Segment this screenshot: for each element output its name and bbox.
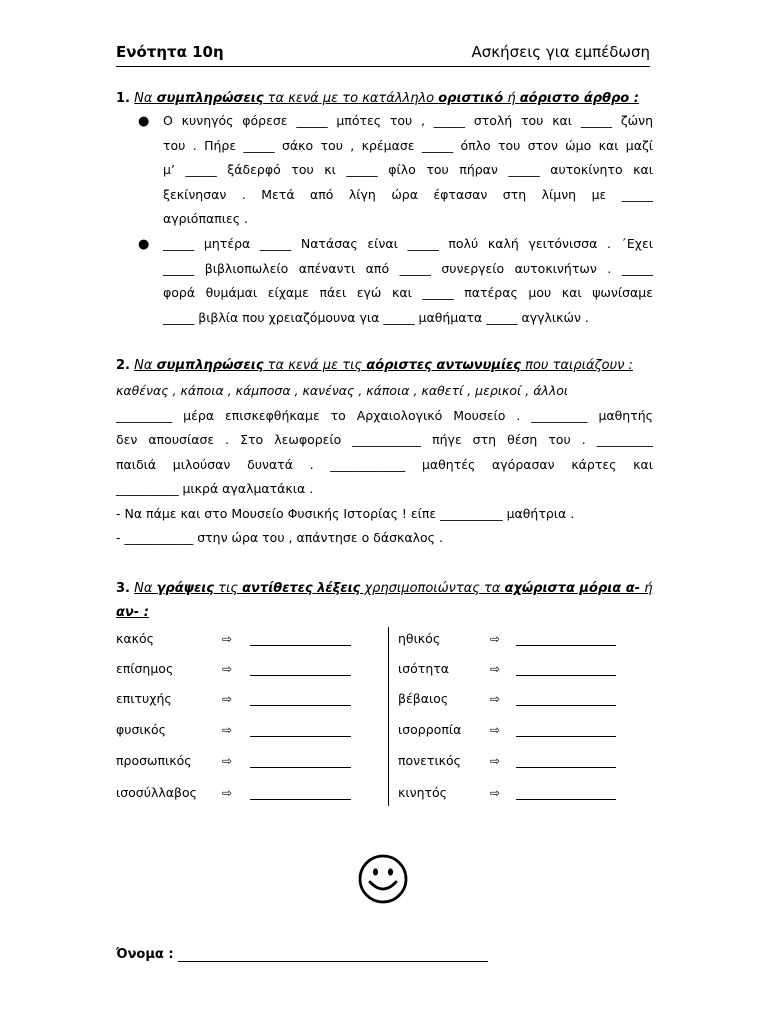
word: βέβαιος: [398, 691, 449, 706]
exercise-2-line: _________ μέρα επισκεφθήκαμε το Αρχαιολογικό Μουσείο . _________ μαθητής: [116, 407, 653, 423]
instruction-segment: Να: [134, 358, 157, 373]
instruction-segment: τα κενά με τις: [263, 358, 367, 373]
word-row: [116, 722, 351, 742]
instruction-segment: χρησιμοποιώντας τα: [360, 581, 505, 596]
instruction-segment: Να: [134, 581, 157, 596]
smiley-face-icon: [357, 853, 409, 905]
paragraph-line: _____ μητέρα _____ Νατάσας είναι _____ πολύ καλή γειτόνισσα . ΄Εχει: [163, 236, 653, 251]
instruction-segment: αόριστες αντωνυμίες: [366, 358, 521, 373]
word: επιτυχής: [116, 691, 172, 706]
dialog-line-1: - Να πάμε και στο Μουσείο Φυσικής Ιστορίας ! είπε __________ μαθήτρια .: [116, 505, 575, 521]
instruction-segment: αχώριστα μόρια α-: [504, 581, 641, 596]
instruction-segment: συμπληρώσεις: [156, 91, 264, 106]
word: ηθικός: [398, 631, 441, 646]
paragraph-line: φορά θυμάμαι είχαμε πάει εγώ και _____ πατέρας μου και ψωνίσαμε: [163, 285, 653, 300]
instruction-segment: τα κενά με το κατάλληλο: [263, 91, 439, 106]
instruction-segment: Να: [134, 91, 157, 106]
word-row: [398, 753, 616, 773]
word-row: [116, 661, 351, 681]
word: ισοσύλλαβος: [116, 785, 197, 800]
answer-blank[interactable]: [250, 705, 351, 706]
arrow-right-icon: ⇨: [222, 692, 233, 706]
dialog-line-2: - ___________ στην ώρα του , απάντησε ο δάσκαλος .: [116, 530, 443, 545]
answer-blank[interactable]: [516, 675, 616, 676]
answer-blank[interactable]: [250, 736, 351, 737]
word-row: [116, 785, 351, 805]
paragraph-line: Ο κυνηγός φόρεσε _____ μπότες του , _____ στολή του και _____ ζώνη: [163, 113, 653, 128]
exercise-2-instruction: [116, 358, 633, 373]
word: ισορροπία: [398, 722, 462, 737]
instruction-segment: γράψεις: [156, 581, 214, 596]
bullet-1: ●: [138, 114, 150, 129]
exercise-2-line: __________ μικρά αγαλματάκια .: [116, 481, 314, 496]
word: πονετικός: [398, 753, 462, 768]
answer-blank[interactable]: [250, 645, 351, 646]
word-row: [116, 631, 351, 651]
arrow-right-icon: ⇨: [222, 632, 233, 646]
word-row: [398, 661, 616, 681]
arrow-right-icon: ⇨: [490, 723, 501, 737]
answer-blank[interactable]: [516, 767, 616, 768]
exercise-1-paragraph-1: [163, 109, 653, 232]
word: φυσικός: [116, 722, 166, 737]
arrow-right-icon: ⇨: [490, 786, 501, 800]
pronoun-choices: καθένας , κάποια , κάμποσα , κανένας , κάποια , καθετί , μερικοί , άλλοι: [116, 383, 569, 398]
instruction-segment: αόριστο άρθρο :: [519, 91, 639, 106]
instruction-segment: ή: [640, 581, 653, 596]
exercise-1-paragraph-2: [163, 232, 653, 330]
paragraph-line: του . Πήρε _____ σάκο του , κρέμασε _____ όπλο του στον ώμο και μαζί: [163, 137, 653, 153]
word: ισότητα: [398, 661, 450, 676]
exercise-1-number: 1.: [116, 91, 130, 106]
header-rule: [116, 66, 650, 67]
word: κινητός: [398, 785, 448, 800]
word: προσωπικός: [116, 753, 192, 768]
paragraph-line: _____ βιβλιοπωλείο απέναντι από _____ συνεργείο αυτοκινήτων . _____: [163, 260, 653, 276]
instruction-segment: συμπληρώσεις: [156, 358, 264, 373]
unit-title: Ενότητα 10η: [116, 43, 224, 61]
exercise-2-body: [116, 379, 653, 551]
exercise-2-number: 2.: [116, 358, 130, 373]
answer-blank[interactable]: [516, 645, 616, 646]
word-row: [398, 691, 616, 711]
instruction-segment: αντίθετες λέξεις: [242, 581, 361, 596]
arrow-right-icon: ⇨: [490, 692, 501, 706]
exercise-3-instruction-cont: αν- :: [116, 605, 149, 620]
answer-blank[interactable]: [250, 799, 351, 800]
word-row: [116, 753, 351, 773]
answer-blank[interactable]: [516, 736, 616, 737]
instruction-segment: οριστικό: [438, 91, 504, 106]
instruction-segment: ή: [503, 91, 520, 106]
exercise-2-line: παιδιά μιλούσαν δυνατά . ____________ μαθητές αγόρασαν κάρτες και: [116, 456, 653, 472]
paragraph-line: _____ βιβλία που χρειαζόμουνα για _____ μαθήματα _____ αγγλικών .: [163, 309, 589, 325]
column-divider: [388, 627, 389, 806]
answer-blank[interactable]: [250, 675, 351, 676]
arrow-right-icon: ⇨: [222, 723, 233, 737]
exercise-1-instruction: [116, 91, 639, 106]
arrow-right-icon: ⇨: [490, 754, 501, 768]
exercise-3-number: 3.: [116, 581, 130, 596]
word-row: [398, 631, 616, 651]
answer-blank[interactable]: [516, 705, 616, 706]
arrow-right-icon: ⇨: [490, 632, 501, 646]
instruction-segment: τις: [213, 581, 243, 596]
arrow-right-icon: ⇨: [222, 786, 233, 800]
paragraph-line: αγριόπαπιες .: [163, 211, 249, 226]
word: επίσημος: [116, 661, 174, 676]
arrow-right-icon: ⇨: [222, 754, 233, 768]
answer-blank[interactable]: [516, 799, 616, 800]
exercise-2-line: δεν απουσίασε . Στο λεωφορείο ___________ πήγε στη θέση του . _________: [116, 432, 653, 447]
name-label: Όνομα :: [116, 947, 174, 962]
arrow-right-icon: ⇨: [490, 662, 501, 676]
exercise-3-instruction: [116, 581, 652, 596]
word-row: [116, 691, 351, 711]
bullet-2: ●: [138, 237, 150, 252]
word: κακός: [116, 631, 154, 646]
worksheet-title: Ασκήσεις για εμπέδωση: [471, 43, 650, 61]
answer-blank[interactable]: [250, 767, 351, 768]
word-row: [398, 722, 616, 742]
paragraph-line: μ’ _____ ξάδερφό του κι _____ φίλο του πήραν _____ αυτοκίνητο και: [163, 162, 653, 177]
word-row: [398, 785, 616, 805]
paragraph-line: ξεκίνησαν . Μετά από λίγη ώρα έφτασαν στη λίμνη με _____: [163, 186, 653, 202]
arrow-right-icon: ⇨: [222, 662, 233, 676]
instruction-segment: που ταιριάζουν :: [521, 358, 633, 373]
name-field[interactable]: [178, 961, 488, 962]
